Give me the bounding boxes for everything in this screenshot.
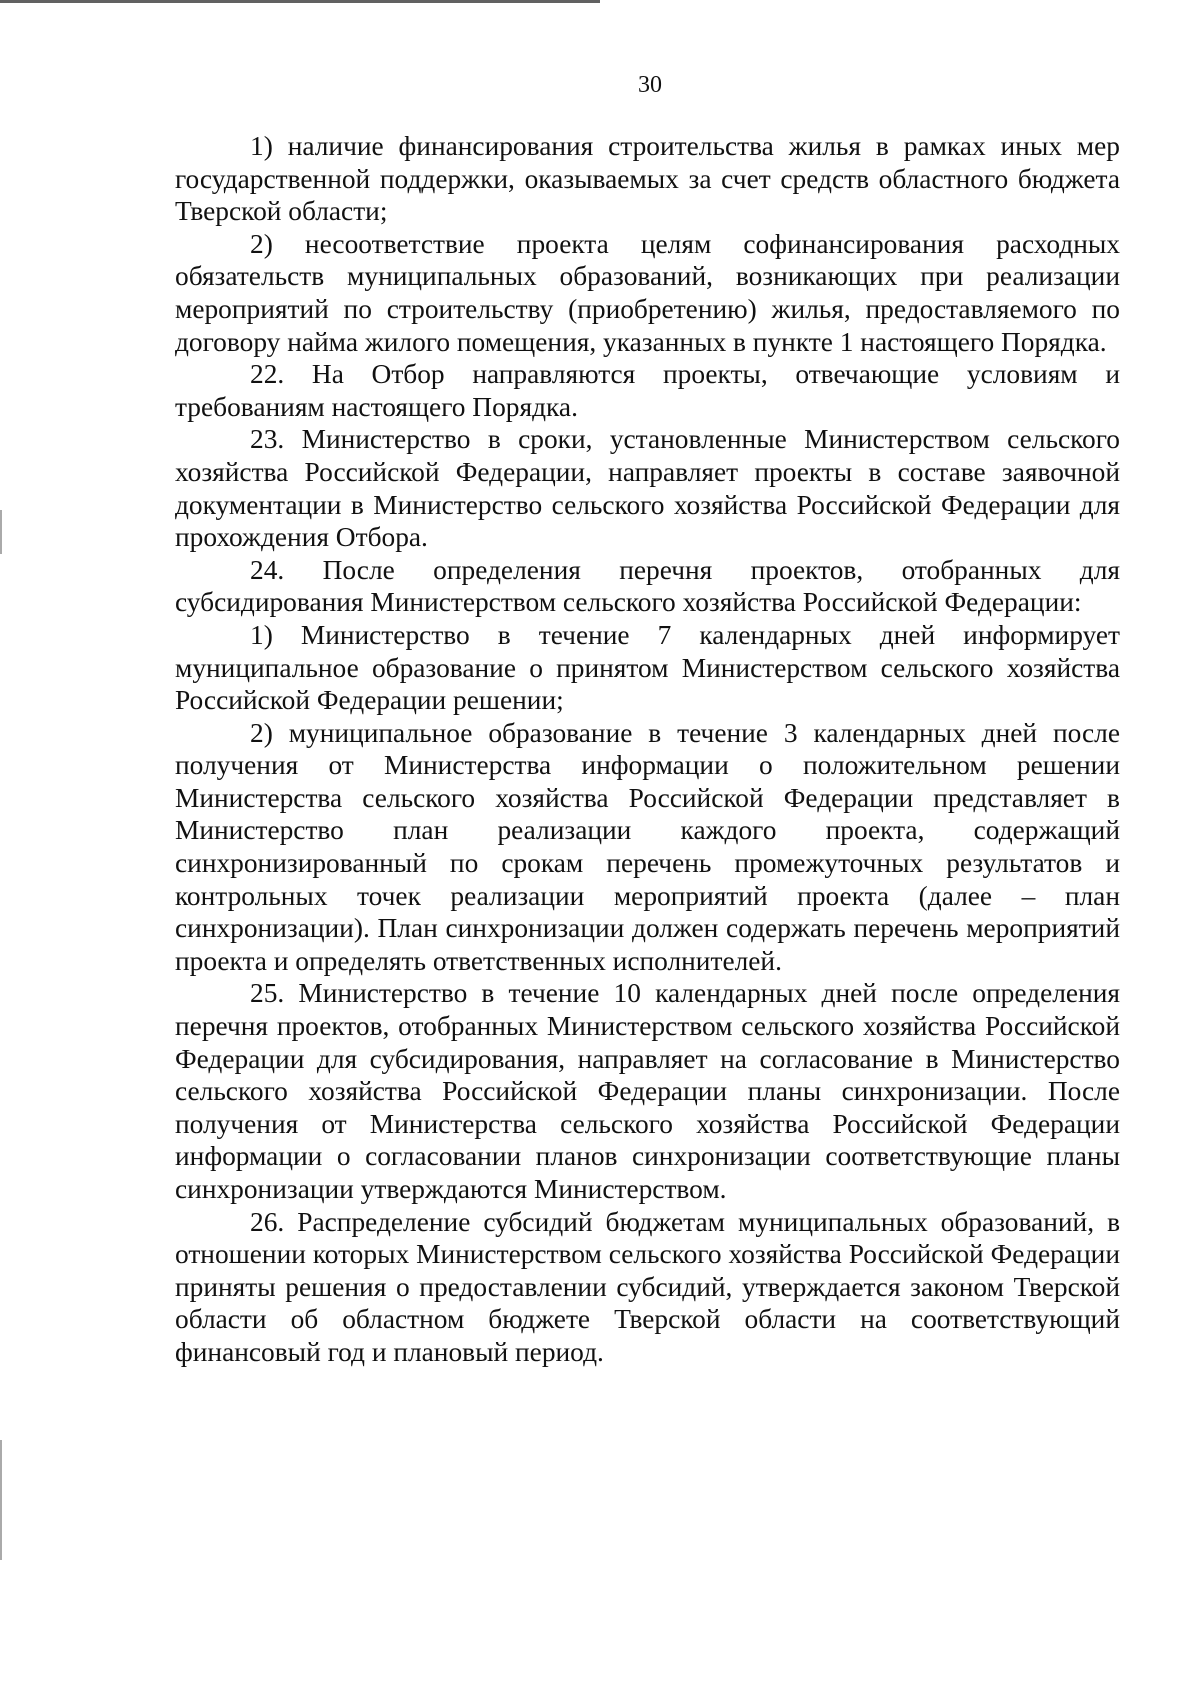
paragraph-24-item-1: 1) Министерство в течение 7 календарных дней информирует муниципальное образование о принятом Министерством сельского хозяйства Российской Федерации решении; bbox=[175, 619, 1120, 716]
paragraph-25: 25. Министерство в течение 10 календарных дней после определения перечня проектов, отобранных Министерством сельского хозяйства Российской Федерации для субсидирования, направляет на согласование в Министерство сельского хозяйства Российской Федерации планы синхронизации. После получения от Министерства сельского хозяйства Российской Федерации информации о согласовании планов синхронизации соответствующие планы синхронизации утверждаются Министерством. bbox=[175, 978, 1120, 1204]
paragraph-24-item-2: 2) муниципальное образование в течение 3 календарных дней после получения от Министерства информации о положительном решении Министерства сельского хозяйства Российской Федерации представляет в Министерство план реализации каждого проекта, содержащий синхронизированный по срокам перечень промежуточных результатов и контрольных точек реализации мероприятий проекта (далее – план синхронизации). План синхронизации должен содержать перечень мероприятий проекта и определять ответственных исполнителей. bbox=[175, 717, 1120, 976]
paragraph-item-2: 2) несоответствие проекта целям софинансирования расходных обязательств муниципальных образований, возникающих при реализации мероприятий по строительству (приобретению) жилья, предоставляемого по договору найма жилого помещения, указанных в пункте 1 настоящего Порядка. bbox=[175, 228, 1120, 357]
paragraph-item-1: 1) наличие финансирования строительства жилья в рамках иных мер государственной поддержки, оказываемых за счет средств областного бюджета Тверской области; bbox=[175, 131, 1120, 227]
paragraph-22: 22. На Отбор направляются проекты, отвечающие условиям и требованиям настоящего Порядка. bbox=[175, 359, 1120, 422]
scan-edge-mark bbox=[0, 1440, 2, 1560]
scan-top-edge bbox=[0, 0, 600, 3]
document-body bbox=[175, 130, 1120, 1369]
page-number: 30 bbox=[638, 72, 662, 98]
scan-edge-mark bbox=[0, 510, 2, 554]
paragraph-23: 23. Министерство в сроки, установленные Министерством сельского хозяйства Российской Федерации, направляет проекты в составе заявочной документации в Министерство сельского хозяйства Российской Федерации для прохождения Отбора. bbox=[175, 424, 1120, 553]
paragraph-26: 26. Распределение субсидий бюджетам муниципальных образований, в отношении которых Министерством сельского хозяйства Российской Федерации приняты решения о предоставлении субсидий, утверждается законом Тверской области об областном бюджете Тверской области на соответствующий финансовый год и плановый период. bbox=[175, 1206, 1120, 1367]
paragraph-24: 24. После определения перечня проектов, отобранных для субсидирования Министерством сельского хозяйства Российской Федерации: bbox=[175, 554, 1120, 618]
